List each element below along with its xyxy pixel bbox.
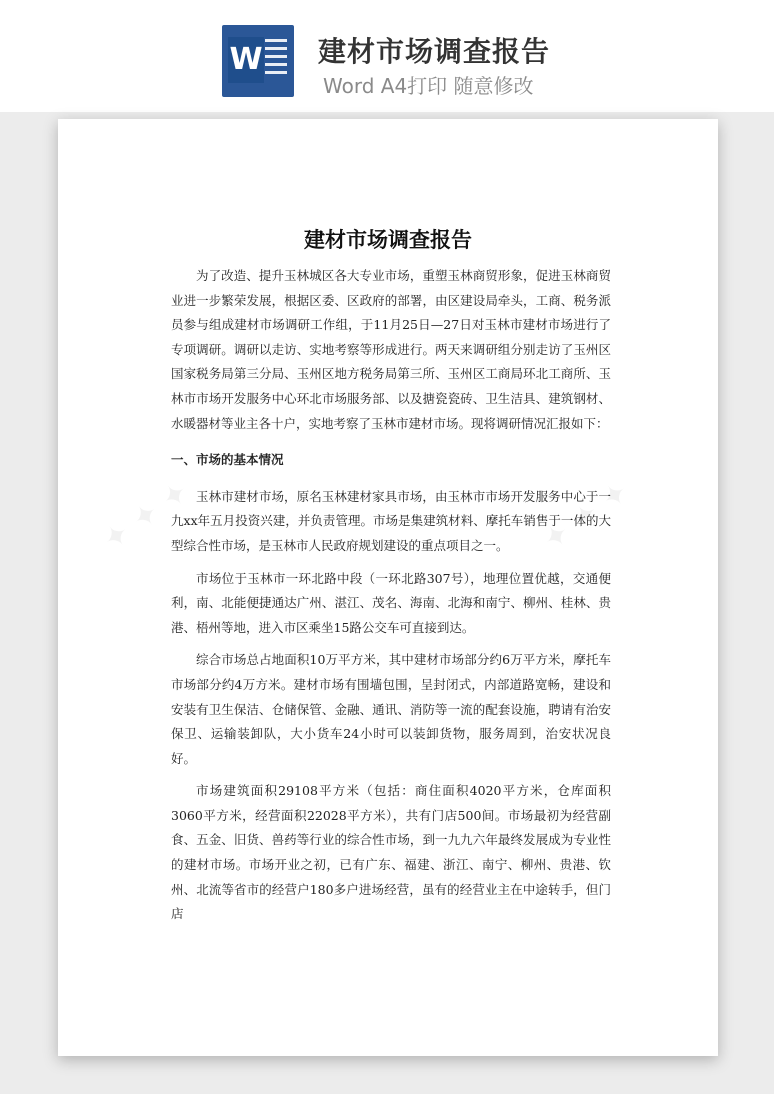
body-paragraph: 综合市场总占地面积10万平方米，其中建材市场部分约6万平方米，摩托车市场部分约4万方米。建材市场有围墙包围，呈封闭式，内部道路宽畅，建设和安装有卫生保洁、仓储保管、金融、通讯、消防等一流的配套设施，聘请有治安保卫、运输装卸队，大小货车24小时可以装卸货物，服务周到，治安状况良好。 (171, 652, 611, 766)
section-heading: 一、市场的基本情况 (171, 452, 284, 468)
banner-title: 建材市场调查报告 (318, 35, 551, 68)
watermark: ✦ ✦ ✦ (536, 474, 636, 559)
word-icon (222, 25, 294, 97)
word-icon-lines (265, 39, 287, 79)
document-body (171, 264, 611, 935)
banner-subtitle: Word A4打印 随意修改 (323, 74, 534, 98)
body-paragraph: 玉林市建材市场，原名玉林建材家具市场，由玉林市市场开发服务中心于一九xx年五月投资兴建，并负责管理。市场是集建筑材料、摩托车销售于一体的大型综合性市场，是玉林市人民政府规划建设的重点项目之一。 (171, 488, 611, 553)
header-banner (0, 0, 774, 112)
body-paragraph: 市场位于玉林市一环北路中段（一环北路307号），地理位置优越，交通便利，南、北能便捷通达广州、湛江、茂名、海南、北海和南宁、柳州、桂林、贵港、梧州等地，进入市区乘坐15路公交车可直接到达。 (171, 570, 611, 635)
document-page (58, 119, 718, 1056)
watermark: ✦ ✦ ✦ (96, 474, 196, 559)
word-icon-letter: W (228, 37, 264, 83)
body-paragraph: 市场建筑面积29108平方米（包括：商住面积4020平方米，仓库面积3060平方米，经营面积22028平方米），共有门店500间。市场最初为经营副食、五金、旧货、兽药等行业的综合性市场，到一九九六年最终发展成为专业性的建材市场。市场开业之初，已有广东、福建、浙江、南宁、柳州、贵港、钦州、北流等省市的经营户180多户进场经营，虽有的经营业主在中途转手，但门店 (171, 783, 611, 922)
intro-paragraph: 为了改造、提升玉林城区各大专业市场，重塑玉林商贸形象，促进玉林商贸业进一步繁荣发展，根据区委、区政府的部署，由区建设局牵头，工商、税务派员参与组成建材市场调研工作组，于11月25日—27日对玉林市建材市场进行了专项调研。调研以走访、实地考察等形成进行。两天来调研组分别走访了玉州区国家税务局第三分局、玉州区地方税务局第三所、玉州区工商局环北工商所、玉林市市场开发服务中心环北市场服务部、以及搪瓷瓷砖、卫生洁具、建筑钢材、水暖器材等业主各十户，实地考察了玉林市建材市场。现将调研情况汇报如下： (171, 268, 611, 431)
document-title: 建材市场调查报告 (304, 227, 472, 252)
